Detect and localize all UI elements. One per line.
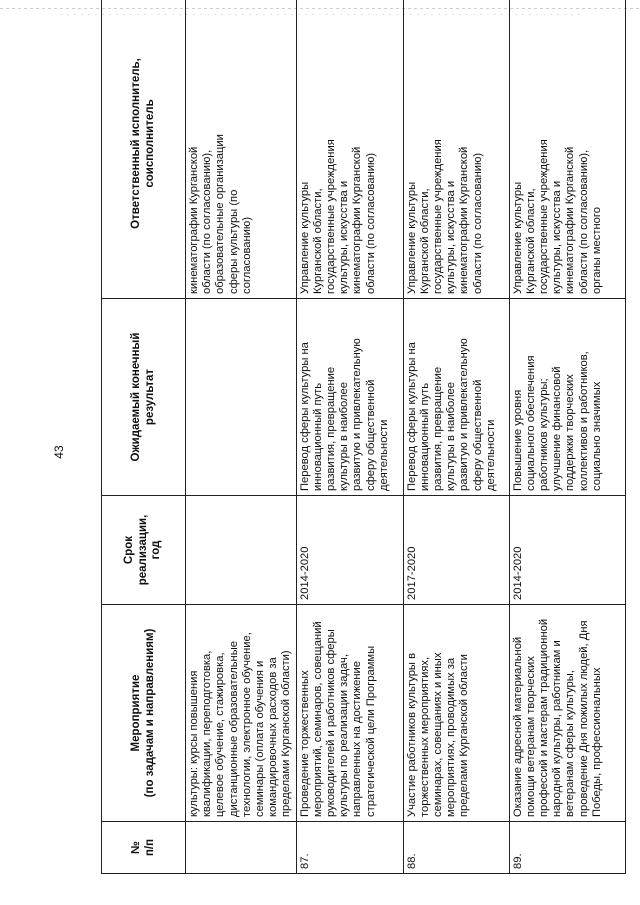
row-result: Перевод сферы культуры на инновационный путь развития, превращение культуры в наиболее развитую и привлекательную сферу общественной деятельности [403, 299, 509, 496]
row-event: Участие работников культуры в торжественных мероприятиях, семинарах, совещаниях и иных мероприятиях, проводимых за пределами Курганской области [403, 605, 509, 822]
row-term: 2014-2020 [296, 496, 403, 605]
header-responsible: Ответственный исполнитель, соисполнитель [102, 0, 186, 299]
row-responsible: Управление культуры Курганской области, государственные учреждения культуры, искусства и кинематографии Курганской области (по согласованию) [296, 0, 403, 299]
row-term: 2017-2020 [403, 496, 509, 605]
rotated-page [101, 34, 621, 874]
row-responsible: кинематографии Курганской области (по согласованию), образовательные организации сферы культуры (по согласованию) [186, 0, 297, 299]
table-row [509, 0, 625, 874]
header-result: Ожидаемый конечный результат [102, 299, 186, 496]
row-responsible: Управление культуры Курганской области, государственные учреждения культуры, искусства и кинематографии Курганской области (по согласованию) [403, 0, 509, 299]
row-event: Оказание адресной материальной помощи ветеранам творческих профессий и мастерам традиционной народной культуры, работникам и ветеранам сферы культуры, проведение Дня пожилых людей, Дня Победы, профессиональных [509, 605, 625, 822]
header-term: Срок реализации, год [102, 496, 186, 605]
header-num: № п/п [102, 822, 186, 874]
header-event: Мероприятие (по задачам и направлениям) [102, 605, 186, 822]
events-table [101, 0, 626, 874]
table-row [296, 0, 403, 874]
row-event: Проведение торжественных мероприятий, семинаров, совещаний руководителей и работников сферы культуры по реализации задач, направленных на достижение стратегической цели Программы [296, 605, 403, 822]
row-term [186, 496, 297, 605]
row-result: Повышение уровня социального обеспечения работников культуры; улучшение финансовой поддержки творческих коллективов и работников, социально значимых [509, 299, 625, 496]
row-num: 87. [296, 822, 403, 874]
row-num: 88. [403, 822, 509, 874]
row-result [186, 299, 297, 496]
page-number: 43 [52, 445, 66, 459]
row-term: 2014-2020 [509, 496, 625, 605]
row-num: 89. [509, 822, 625, 874]
row-responsible: Управление культуры Курганской области, государственные учреждения культуры, искусства и кинематографии Курганской области (по согласованию), органы местного [509, 0, 625, 299]
table-row [403, 0, 509, 874]
row-result: Перевод сферы культуры на инновационный путь развития, превращение культуры в наиболее развитую и привлекательную сферу общественной деятельности [296, 299, 403, 496]
table-row [186, 0, 297, 874]
row-num [186, 822, 297, 874]
table-header-row [102, 0, 186, 874]
row-event: культуры: курсы повышения квалификации, переподготовка, целевое обучение, стажировка, дистанционные образовательные технологии, электронное обучение, семинары (оплата обучения и командировочных расходов за пределами Курганской области) [186, 605, 297, 822]
